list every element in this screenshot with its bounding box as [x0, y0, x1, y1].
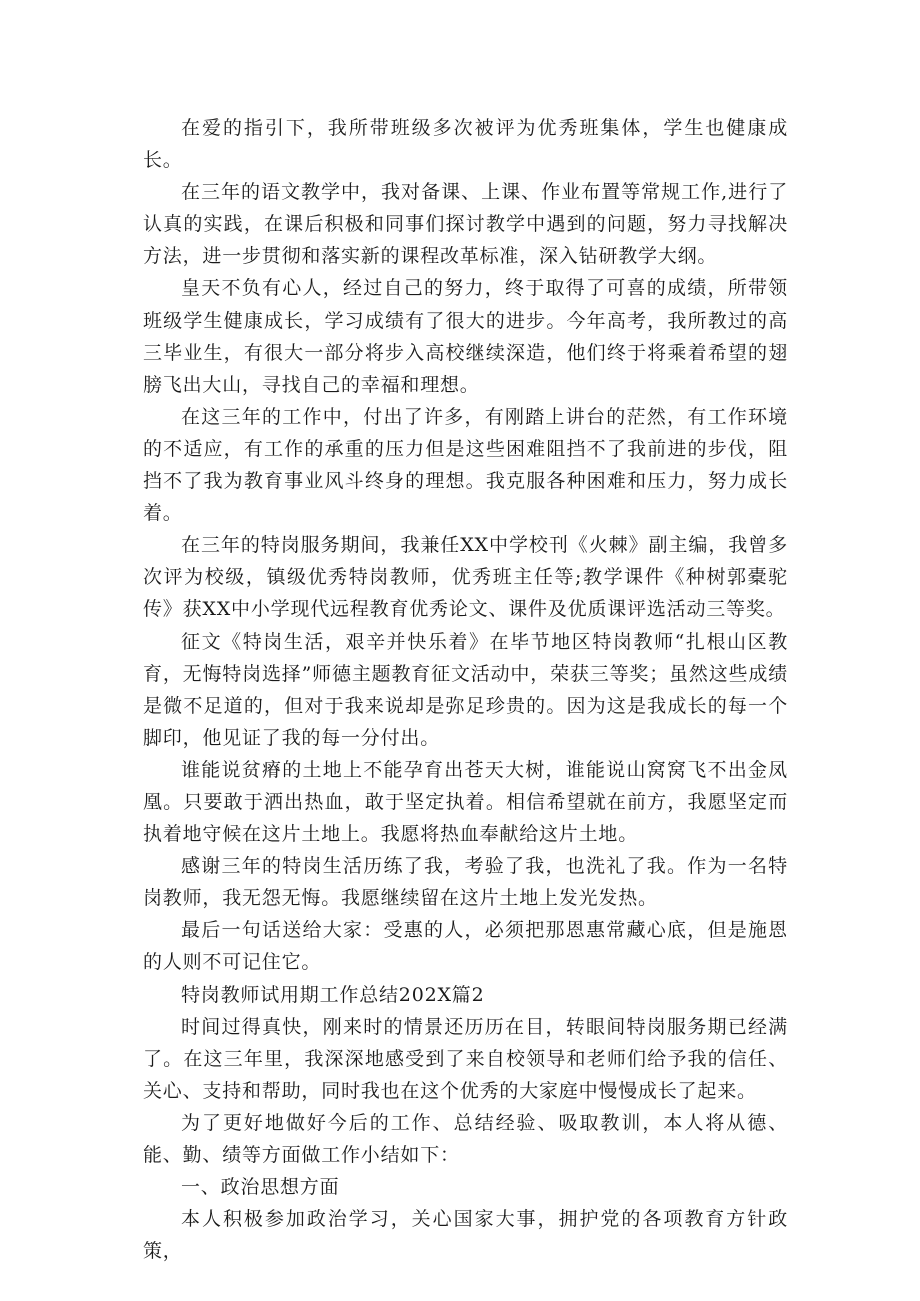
- paragraph: 皇天不负有心人，经过自己的努力，终于取得了可喜的成绩，所带领班级学生健康成长，学习成绩有了很大的进步。今年高考，我所教过的高三毕业生，有很大一部分将步入高校继续深造，他们终于将乘着希望的翅膀飞出大山，寻找自己的幸福和理想。: [143, 277, 788, 396]
- paragraph: 在爱的指引下，我所带班级多次被评为优秀班集体，学生也健康成长。: [143, 117, 788, 172]
- paragraph: 为了更好地做好今后的工作、总结经验、吸取教训，本人将从德、能、勤、绩等方面做工作小结如下：: [143, 1111, 788, 1166]
- paragraph: 谁能说贫瘠的土地上不能孕育出苍天大树，谁能说山窝窝飞不出金凤凰。只要敢于洒出热血，敢于坚定执着。相信希望就在前方，我愿坚定而执着地守候在这片土地上。我愿将热血奉献给这片土地。: [143, 758, 788, 846]
- paragraph: 时间过得真快，刚来时的情景还历历在目，转眼间特岗服务期已经满了。在这三年里，我深深地感受到了来自校领导和老师们给予我的信任、关心、支持和帮助，同时我也在这个优秀的大家庭中慢慢成长了起来。: [143, 1015, 788, 1102]
- document-body: [143, 112, 788, 1267]
- paragraph: 感谢三年的特岗生活历练了我，考验了我，也洗礼了我。作为一名特岗教师，我无怨无悔。我愿继续留在这片土地上发光发热。: [143, 855, 788, 910]
- paragraph: 本人积极参加政治学习，关心国家大事，拥护党的各项教育方针政策，: [143, 1208, 788, 1263]
- section-heading: 一、政治思想方面: [181, 1176, 340, 1199]
- paragraph: 最后一句话送给大家：受惠的人，必须把那恩惠常藏心底，但是施恩的人则不可记住它。: [143, 919, 788, 974]
- paragraph: 在这三年的工作中，付出了许多，有刚踏上讲台的茫然，有工作环境的不适应，有工作的承重的压力但是这些困难阻挡不了我前进的步伐，阻挡不了我为教育事业风斗终身的理想。我克服各种困难和压力，努力成长着。: [143, 405, 788, 525]
- paragraph: 征文《特岗生活，艰辛并快乐着》在毕节地区特岗教师“扎根山区教育，无悔特岗选择”师德主题教育征文活动中，荣获三等奖；虽然这些成绩是微不足道的，但对于我来说却是弥足珍贵的。因为这是我成长的每一个脚印，他见证了我的每一分付出。: [143, 630, 788, 749]
- section-title: 特岗教师试用期工作总结202X篇2: [181, 983, 485, 1006]
- paragraph: 在三年的特岗服务期间，我兼任XX中学校刊《火棘》副主编，我曾多次评为校级，镇级优秀特岗教师，优秀班主任等;教学课件《种树郭橐驼传》获XX中小学现代远程教育优秀论文、课件及优质课评选活动三等奖。: [143, 534, 788, 621]
- paragraph: 在三年的语文教学中，我对备课、上课、作业布置等常规工作,进行了认真的实践，在课后积极和同事们探讨教学中遇到的问题，努力寻找解决方法，进一步贯彻和落实新的课程改革标准，深入钻研教学大纲。: [143, 181, 788, 268]
